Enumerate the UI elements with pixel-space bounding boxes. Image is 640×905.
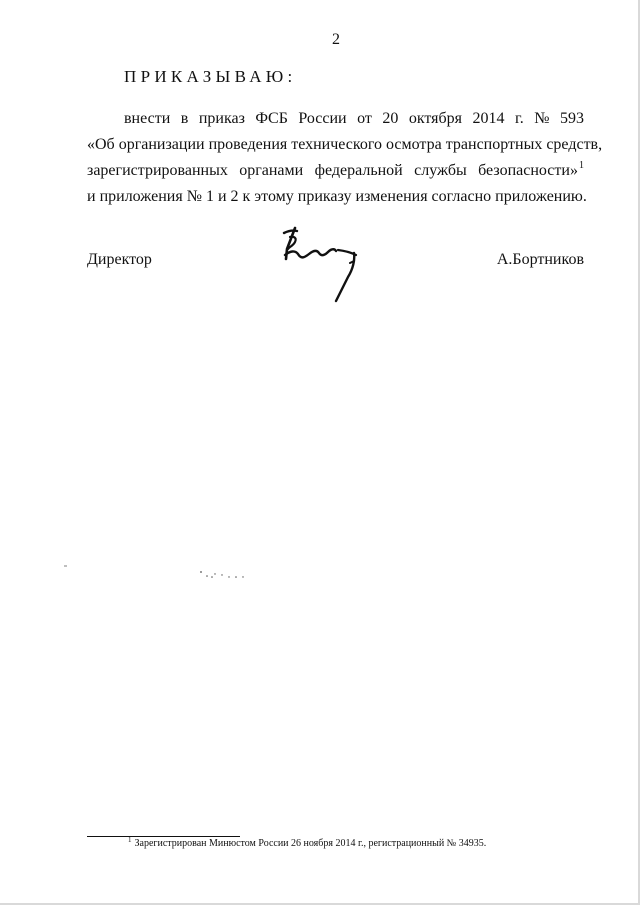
body-word: в bbox=[180, 110, 189, 127]
body-word: органами bbox=[239, 162, 304, 179]
body-word: зарегистрированных bbox=[87, 162, 228, 179]
scan-artifact bbox=[64, 565, 67, 567]
body-word: внести bbox=[124, 110, 171, 127]
body-word: г. bbox=[515, 110, 524, 127]
body-line-2: «Об организации проведения технического осмотра транспортных средств, bbox=[87, 136, 603, 153]
body-word: 20 bbox=[382, 110, 399, 127]
body-word: 2014 bbox=[472, 110, 505, 127]
body-line-3 bbox=[87, 158, 584, 184]
body-word: ФСБ bbox=[255, 110, 288, 127]
director-name: А.Бортников bbox=[496, 251, 584, 268]
footnote-number: 1 bbox=[128, 836, 132, 844]
footnote-text: Зарегистрирован Минюстом России 26 ноября 2014 г., регистрационный № 34935. bbox=[134, 838, 487, 849]
scan-dots bbox=[198, 568, 254, 582]
body-word: службы bbox=[414, 162, 467, 179]
body-word: России bbox=[298, 110, 347, 127]
body-word: приказ bbox=[198, 110, 245, 127]
page-number: 2 bbox=[332, 31, 340, 48]
body-word: федеральной bbox=[314, 162, 403, 179]
handwritten-signature bbox=[276, 225, 366, 307]
footnote-reference: 1 bbox=[578, 160, 584, 171]
body-line-1 bbox=[87, 106, 584, 132]
footnote-separator bbox=[87, 836, 240, 837]
order-body bbox=[87, 106, 603, 210]
body-word: безопасности» bbox=[478, 162, 578, 179]
body-word: октября bbox=[408, 110, 463, 127]
body-word: № bbox=[534, 110, 550, 127]
director-title: Директор bbox=[87, 251, 152, 268]
order-heading: ПРИКАЗЫВАЮ: bbox=[124, 67, 297, 86]
body-line-4: и приложения № 1 и 2 к этому приказу изменения согласно приложению. bbox=[87, 188, 587, 205]
footnote bbox=[128, 838, 486, 849]
body-word: от bbox=[357, 110, 372, 127]
body-word: 593 bbox=[560, 110, 584, 127]
body-word-with-footnote bbox=[478, 158, 584, 184]
